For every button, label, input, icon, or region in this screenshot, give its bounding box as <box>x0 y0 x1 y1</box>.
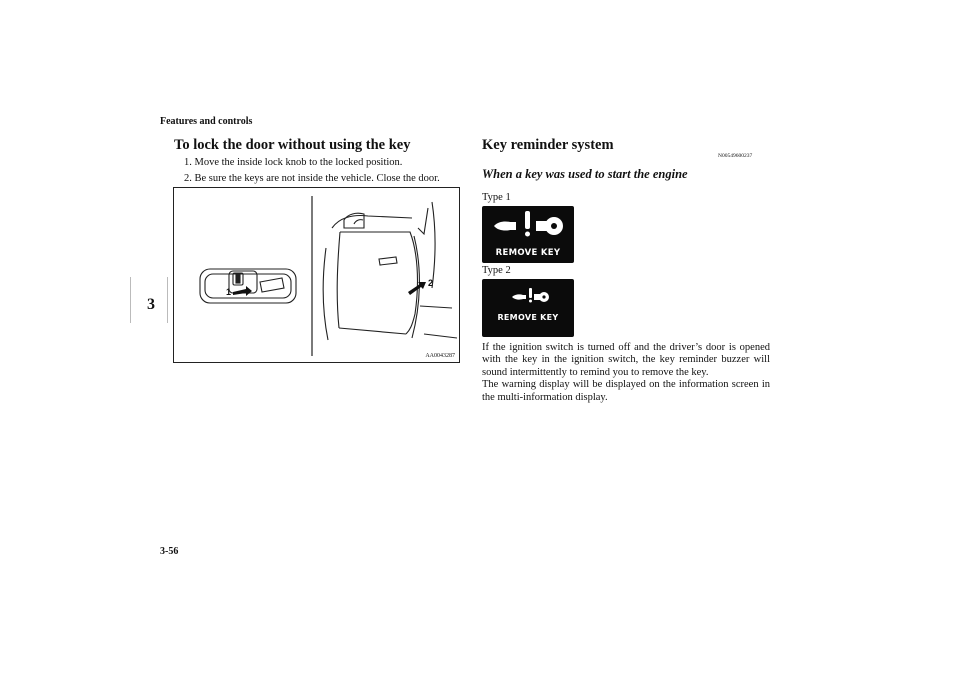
callout-2: 2 <box>428 278 434 288</box>
car-door-drawing <box>323 202 457 340</box>
key-reminder-description <box>482 342 770 404</box>
step-1: 1. Move the inside lock knob to the locked position. <box>184 157 403 168</box>
key-reminder-heading: Key reminder system <box>482 137 614 153</box>
door-lock-figure <box>173 187 460 363</box>
lock-door-heading: To lock the door without using the key <box>174 137 411 153</box>
door-illustration <box>174 188 459 362</box>
figure-code: AA0043287 <box>425 353 455 359</box>
callout-1: 1 <box>226 287 232 297</box>
key-start-subheading: When a key was used to start the engine <box>482 167 688 181</box>
type-1-display-text: REMOVE KEY <box>495 248 561 258</box>
key-warning-icon <box>482 206 574 246</box>
key-warning-small-icon <box>482 279 574 311</box>
page-number: 3-56 <box>160 546 179 557</box>
inside-handle-drawing <box>200 269 296 303</box>
chapter-tab <box>130 277 168 323</box>
section-header: Features and controls <box>160 116 253 127</box>
paragraph-2: The warning display will be displayed on the information screen in the multi-information display. <box>482 379 770 403</box>
type-2-display-text: REMOVE KEY <box>497 313 559 322</box>
step-2: 2. Be sure the keys are not inside the vehicle. Close the door. <box>184 173 440 184</box>
type-2-display <box>482 279 574 337</box>
paragraph-1: If the ignition switch is turned off and the driver’s door is opened with the key in the ignition switch, the key reminder buzzer will sound intermittently to remind you to remove the key. <box>482 342 770 378</box>
chapter-number: 3 <box>147 296 155 313</box>
type-2-label: Type 2 <box>482 265 511 276</box>
type-1-label: Type 1 <box>482 192 511 203</box>
reference-code: N00549600237 <box>718 153 753 159</box>
type-1-display <box>482 206 574 263</box>
lock-steps <box>174 155 440 187</box>
arrow-1-icon <box>233 286 252 296</box>
